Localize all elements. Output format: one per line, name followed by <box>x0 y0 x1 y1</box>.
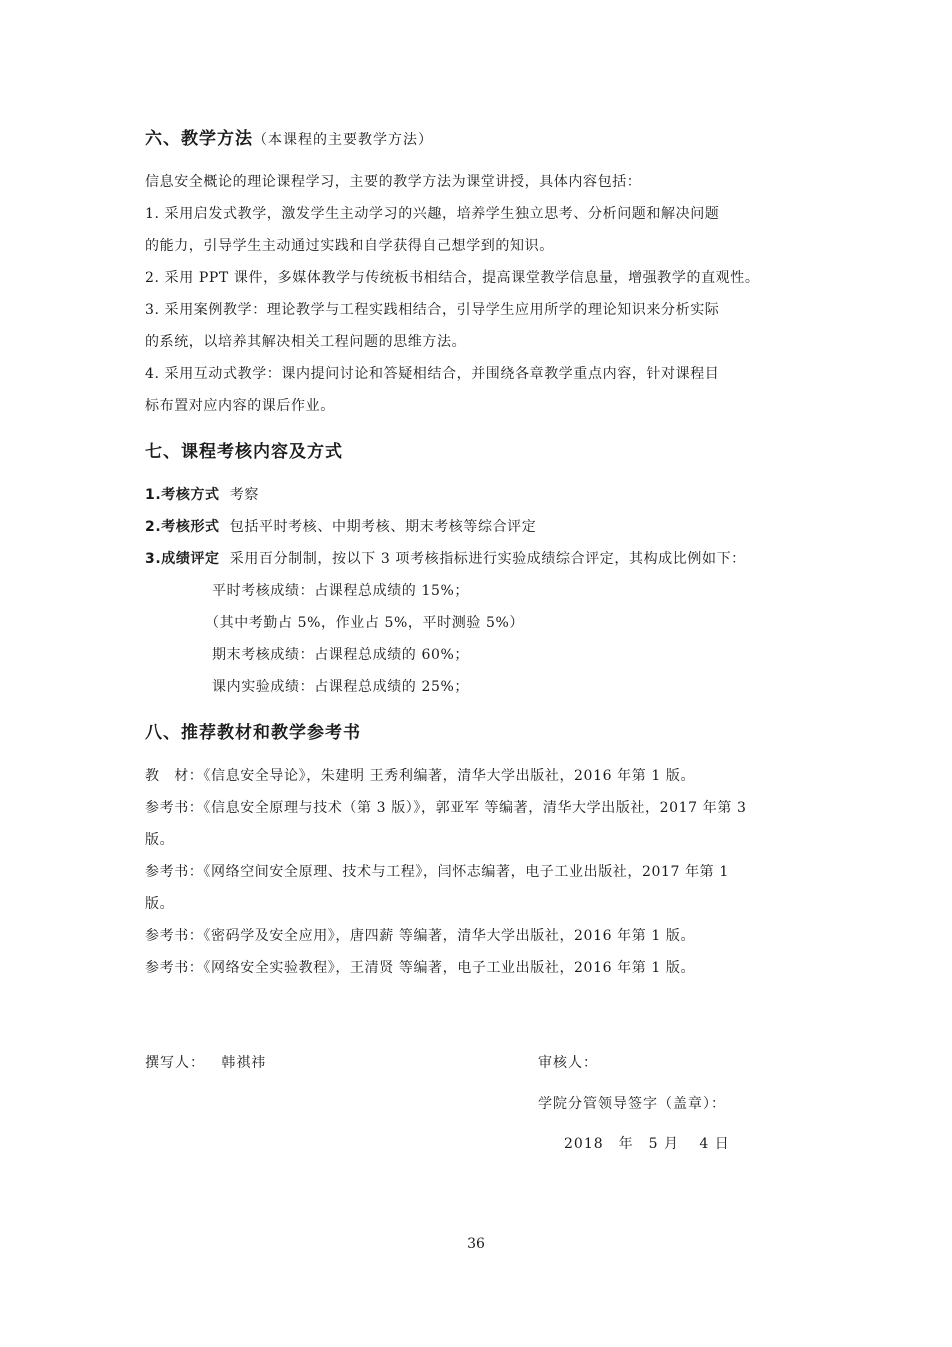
method-item-4-line-1: 4. 采用互动式教学：课内提问讨论和答疑相结合，并围绕各章教学重点内容，针对课程目 <box>145 366 720 382</box>
method-item-3-line-2: 的系统，以培养其解决相关工程问题的思维方法。 <box>145 334 467 350</box>
section-6-note: （本课程的主要教学方法） <box>253 132 433 148</box>
reference-2-line-1: 参考书：《信息安全原理与技术（第 3 版）》，郭亚军 等编著，清华大学出版社，2017 年第 3 <box>145 800 747 816</box>
assessment-method-value: 考察 <box>229 487 259 503</box>
author-line <box>145 1052 266 1072</box>
method-item-1-line-1: 1. 采用启发式教学，激发学生主动学习的兴趣，培养学生独立思考、分析问题和解决问题 <box>145 206 720 222</box>
grade-item-lab: 课内实验成绩：占课程总成绩的 25%； <box>212 679 469 695</box>
method-item-4-line-2: 标布置对应内容的课后作业。 <box>145 398 335 414</box>
grade-evaluation-value: 采用百分制制，按以下 3 项考核指标进行实验成绩综合评定，其构成比例如下： <box>229 551 746 567</box>
assessment-method <box>145 484 259 504</box>
reference-2-line-2: 版。 <box>145 832 175 848</box>
grade-item-final: 期末考核成绩：占课程总成绩的 60%； <box>212 647 469 663</box>
section-6-heading <box>145 124 433 149</box>
page-number: 36 <box>467 1236 485 1252</box>
reference-3-line-1: 参考书：《网络空间安全原理、技术与工程》，闫怀志编著，电子工业出版社，2017 年第 1 <box>145 864 729 880</box>
section-7-title: 七、课程考核内容及方式 <box>145 442 343 462</box>
assessment-form <box>145 516 536 536</box>
author-label: 撰写人： <box>145 1055 205 1071</box>
method-item-3-line-1: 3. 采用案例教学：理论教学与工程实践相结合，引导学生应用所学的理论知识来分析实际 <box>145 302 720 318</box>
grade-item-regular: 平时考核成绩：占课程总成绩的 15%； <box>212 583 469 599</box>
section-6-intro: 信息安全概论的理论课程学习，主要的教学方法为课堂讲授，具体内容包括： <box>145 174 642 190</box>
reference-3-line-2: 版。 <box>145 896 175 912</box>
method-item-1-line-2: 的能力，引导学生主动通过实践和自学获得自己想学到的知识。 <box>145 238 554 254</box>
grade-evaluation <box>145 548 746 568</box>
reviewer-label: 审核人： <box>538 1055 598 1071</box>
grade-evaluation-label: 3.成绩评定 <box>145 551 220 567</box>
assessment-form-value: 包括平时考核、中期考核、期末考核等综合评定 <box>229 519 537 535</box>
reference-4: 参考书：《密码学及安全应用》，唐四薪 等编著，清华大学出版社，2016 年第 1 版。 <box>145 928 696 944</box>
assessment-form-label: 2.考核形式 <box>145 519 220 535</box>
author-name: 韩祺祎 <box>221 1055 267 1071</box>
section-6-title: 六、教学方法 <box>145 129 253 149</box>
assessment-method-label: 1.考核方式 <box>145 487 220 503</box>
sign-date: 2018 年 5 月 4 日 <box>564 1136 730 1152</box>
dean-signature-label: 学院分管领导签字（盖章）： <box>538 1096 726 1112</box>
reference-5: 参考书：《网络安全实验教程》，王清贤 等编著，电子工业出版社，2016 年第 1 版。 <box>145 960 696 976</box>
section-8-title: 八、推荐教材和教学参考书 <box>145 723 361 743</box>
grade-item-regular-detail: （其中考勤占 5%，作业占 5%，平时测验 5%） <box>205 615 524 631</box>
method-item-2: 2. 采用 PPT 课件，多媒体教学与传统板书相结合，提高课堂教学信息量，增强教学的直观性。 <box>145 270 760 286</box>
textbook: 教 材：《信息安全导论》，朱建明 王秀利编著，清华大学出版社，2016 年第 1 版。 <box>145 768 696 784</box>
